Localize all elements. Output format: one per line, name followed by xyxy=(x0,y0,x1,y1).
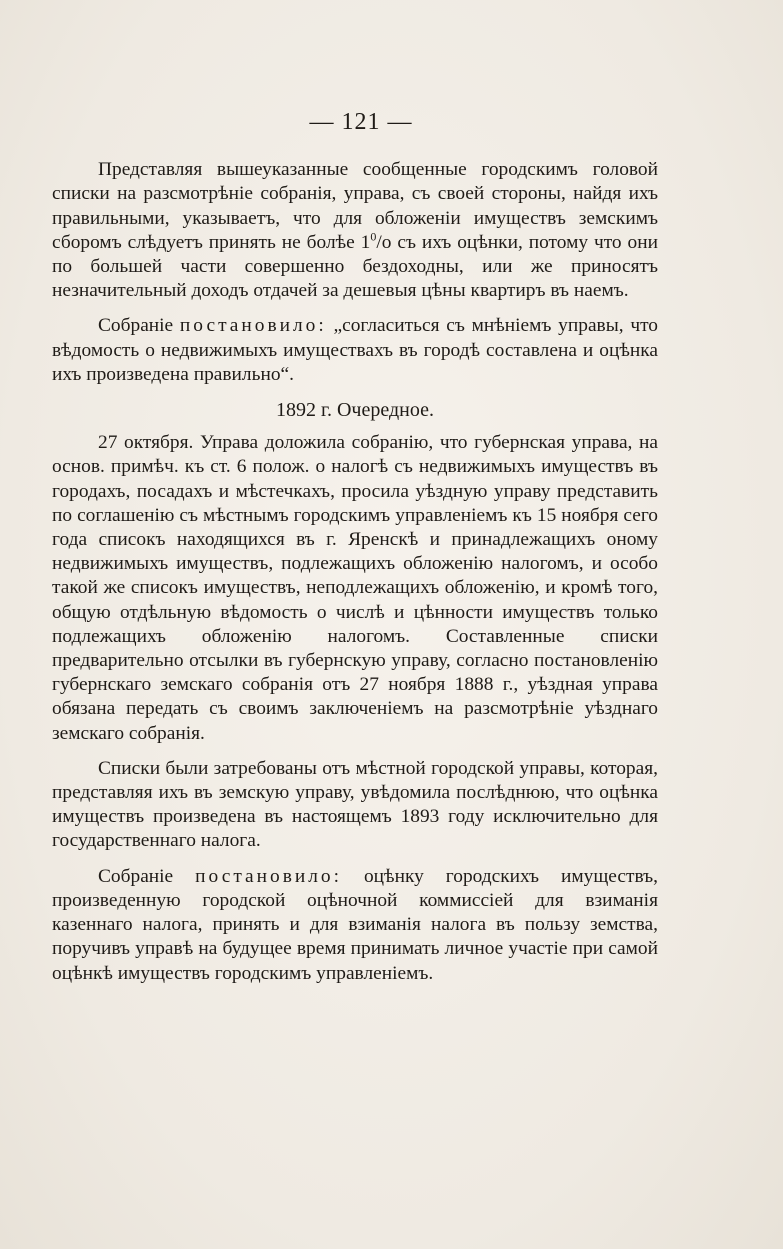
resolution-keyword: постановило: xyxy=(195,865,342,887)
paragraph-text: Представляя вышеуказанные сообщенные городскимъ головой списки на разсмотрѣніе собранія, управа, съ своей стороны, найдя ихъ правильными, указываетъ, что для обложеніи имуществъ земскимъ сборомъ слѣдуетъ принять не болѣе 1 xyxy=(52,159,658,253)
text-block xyxy=(52,110,658,986)
page-number: — 121 — xyxy=(309,109,413,135)
percent-superscript: 0 xyxy=(370,229,377,244)
paragraph-october-report: 27 октября. Управа доложила собранію, что губернская управа, на основ. примѣч. къ ст. 6 полож. о налогѣ съ недвижимыхъ имуществъ въ городахъ, посадахъ и мѣстечкахъ, просила уѣздную управу представить по соглашенію съ мѣстнымъ городскимъ управленіемъ къ 15 ноября сего года списокъ находящихся въ г. Яренскѣ и принадлежащихъ оному недвижимыхъ имуществъ, подлежащихъ обложенію налогомъ, и особо такой же списокъ имуществъ, неподлежащихъ обложенію, и кромѣ того, общую отдѣльную вѣдомость о числѣ и цѣнности имуществъ только подлежащихъ обложенію налогомъ. Составленные списки предварительно отсылки въ губернскую управу, согласно постановленію губернскаго земскаго собранія отъ 27 ноября 1888 г., уѣздная управа обязана передать съ своимъ заключеніемъ на разсмотрѣніе уѣзднаго земскаго собранія. xyxy=(52,432,658,744)
resolution-lead: Собраніе xyxy=(98,865,174,887)
paragraph-resolution-2 xyxy=(52,865,658,986)
resolution-lead: Собраніе xyxy=(98,315,174,337)
resolution-text: „согласиться съ мнѣніемъ управы, что вѣдомость о недвижимыхъ имуществахъ въ городѣ составлена и оцѣнка ихъ произведена правильно“. xyxy=(52,315,658,385)
paragraph-submission-lists xyxy=(52,158,658,303)
section-heading: 1892 г. Очередное. xyxy=(276,399,434,422)
paragraph-resolution-1 xyxy=(52,314,658,387)
paragraph-text-end: /о съ ихъ оцѣнки, потому что они по большей части совершенно бездоходны, или же приносятъ незначительный доходъ отдачей за дешевыя цѣны квартиръ въ наемъ. xyxy=(52,231,658,302)
paragraph-lists-requested: Списки были затребованы отъ мѣстной городской управы, которая, представляя ихъ въ земскую управу, увѣдомила послѣднюю, что оцѣнка имуществъ произведена въ настоящемъ 1893 году исключительно для государственнаго налога. xyxy=(52,757,658,852)
resolution-keyword: постановило: xyxy=(179,315,327,337)
resolution-text: оцѣнку городскихъ имуществъ, произведенную городской оцѣночной коммиссіей для взиманія казеннаго налога, принять и для взиманія налога въ пользу земства, поручивъ управѣ на будущее время принимать личное участіе при самой оцѣнкѣ имуществъ городскимъ управленіемъ. xyxy=(52,865,658,984)
